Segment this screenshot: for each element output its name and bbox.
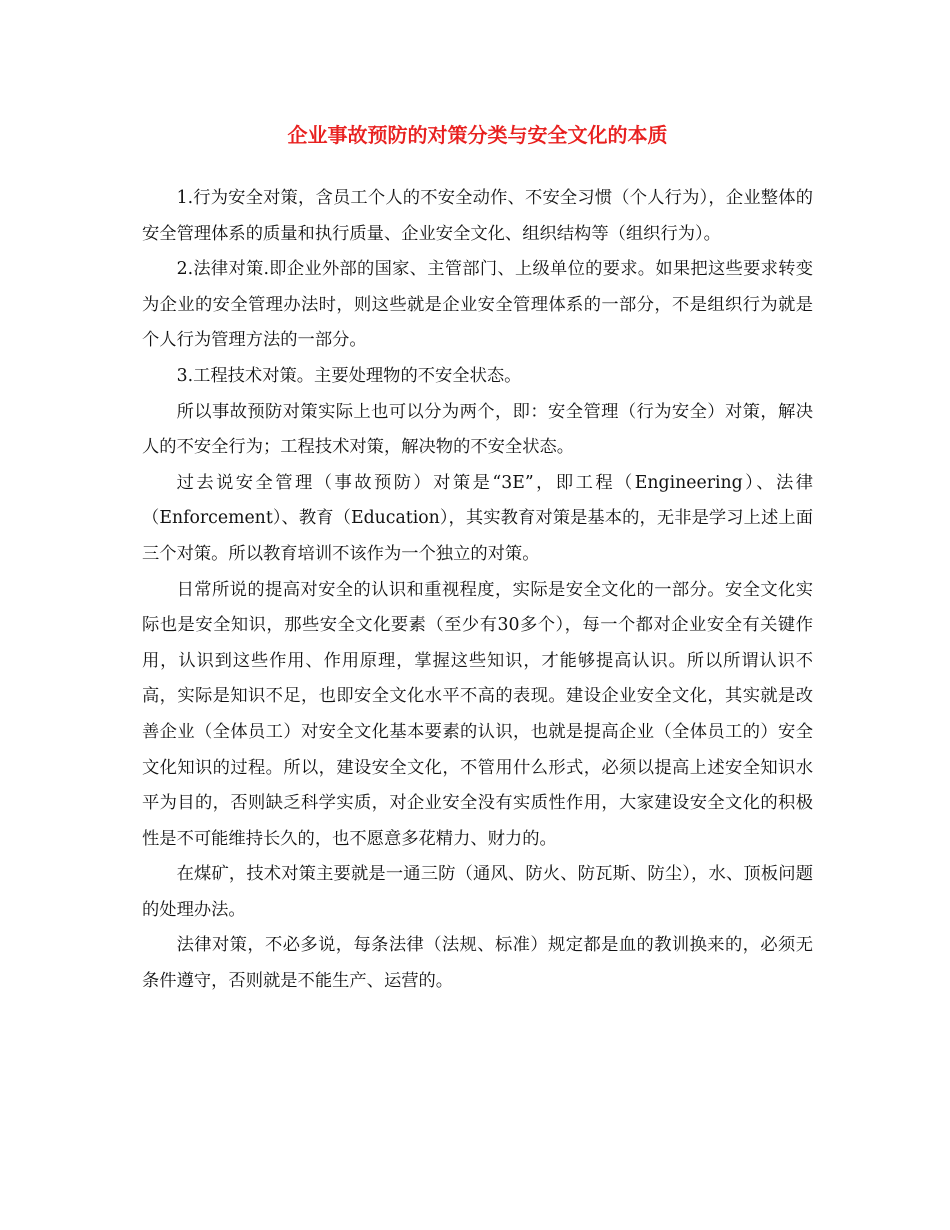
paragraph-3e: 过去说安全管理（事故预防）对策是“3E”，即工程（Engineering）、法律（Enforcement）、教育（Education），其实教育对策是基本的，无非是学习上述上面三个对策。所以教育培训不该作为一个独立的对策。 (142, 472, 813, 564)
paragraph-legal-compliance: 法律对策，不必多说，每条法律（法规、标准）规定都是血的教训换来的，必须无条件遵守，否则就是不能生产、运营的。 (142, 935, 813, 992)
paragraph-behavior-countermeasures: 1.行为安全对策，含员工个人的不安全动作、不安全习惯（个人行为），企业整体的安全管理体系的质量和执行质量、企业安全文化、组织结构等（组织行为）。 (142, 188, 813, 244)
paragraph-legal-countermeasures: 2.法律对策.即企业外部的国家、主管部门、上级单位的要求。如果把这些要求转变为企业的安全管理办法时，则这些就是企业安全管理体系的一部分，不是组织行为就是个人行为管理方法的一部分。 (142, 259, 813, 351)
document-body (142, 181, 813, 1000)
paragraph-safety-culture: 日常所说的提高对安全的认识和重视程度，实际是安全文化的一部分。安全文化实际也是安全知识，那些安全文化要素（至少有30多个），每一个都对企业安全有关键作用，认识到这些作用、作用原理，掌握这些知识，才能够提高认识。所以所谓认识不高，实际是知识不足，也即安全文化水平不高的表现。建设企业安全文化，其实就是改善企业（全体员工）对安全文化基本要素的认识，也就是提高企业（全体员工的）安全文化知识的过程。所以，建设安全文化，不管用什么形式，必须以提高上述安全知识水平为目的，否则缺乏科学实质，对企业安全没有实质性作用，大家建设安全文化的积极性是不可能维持长久的，也不愿意多花精力、财力的。 (142, 579, 813, 849)
paragraph-two-categories: 所以事故预防对策实际上也可以分为两个，即：安全管理（行为安全）对策，解决人的不安全行为；工程技术对策，解决物的不安全状态。 (142, 401, 813, 458)
document-title: 企业事故预防的对策分类与安全文化的本质 (287, 123, 668, 147)
paragraph-engineering-countermeasures: 3.工程技术对策。主要处理物的不安全状态。 (176, 365, 522, 386)
paragraph-coal-mine: 在煤矿，技术对策主要就是一通三防（通风、防火、防瓦斯、防尘），水、顶板问题的处理办法。 (142, 864, 813, 920)
